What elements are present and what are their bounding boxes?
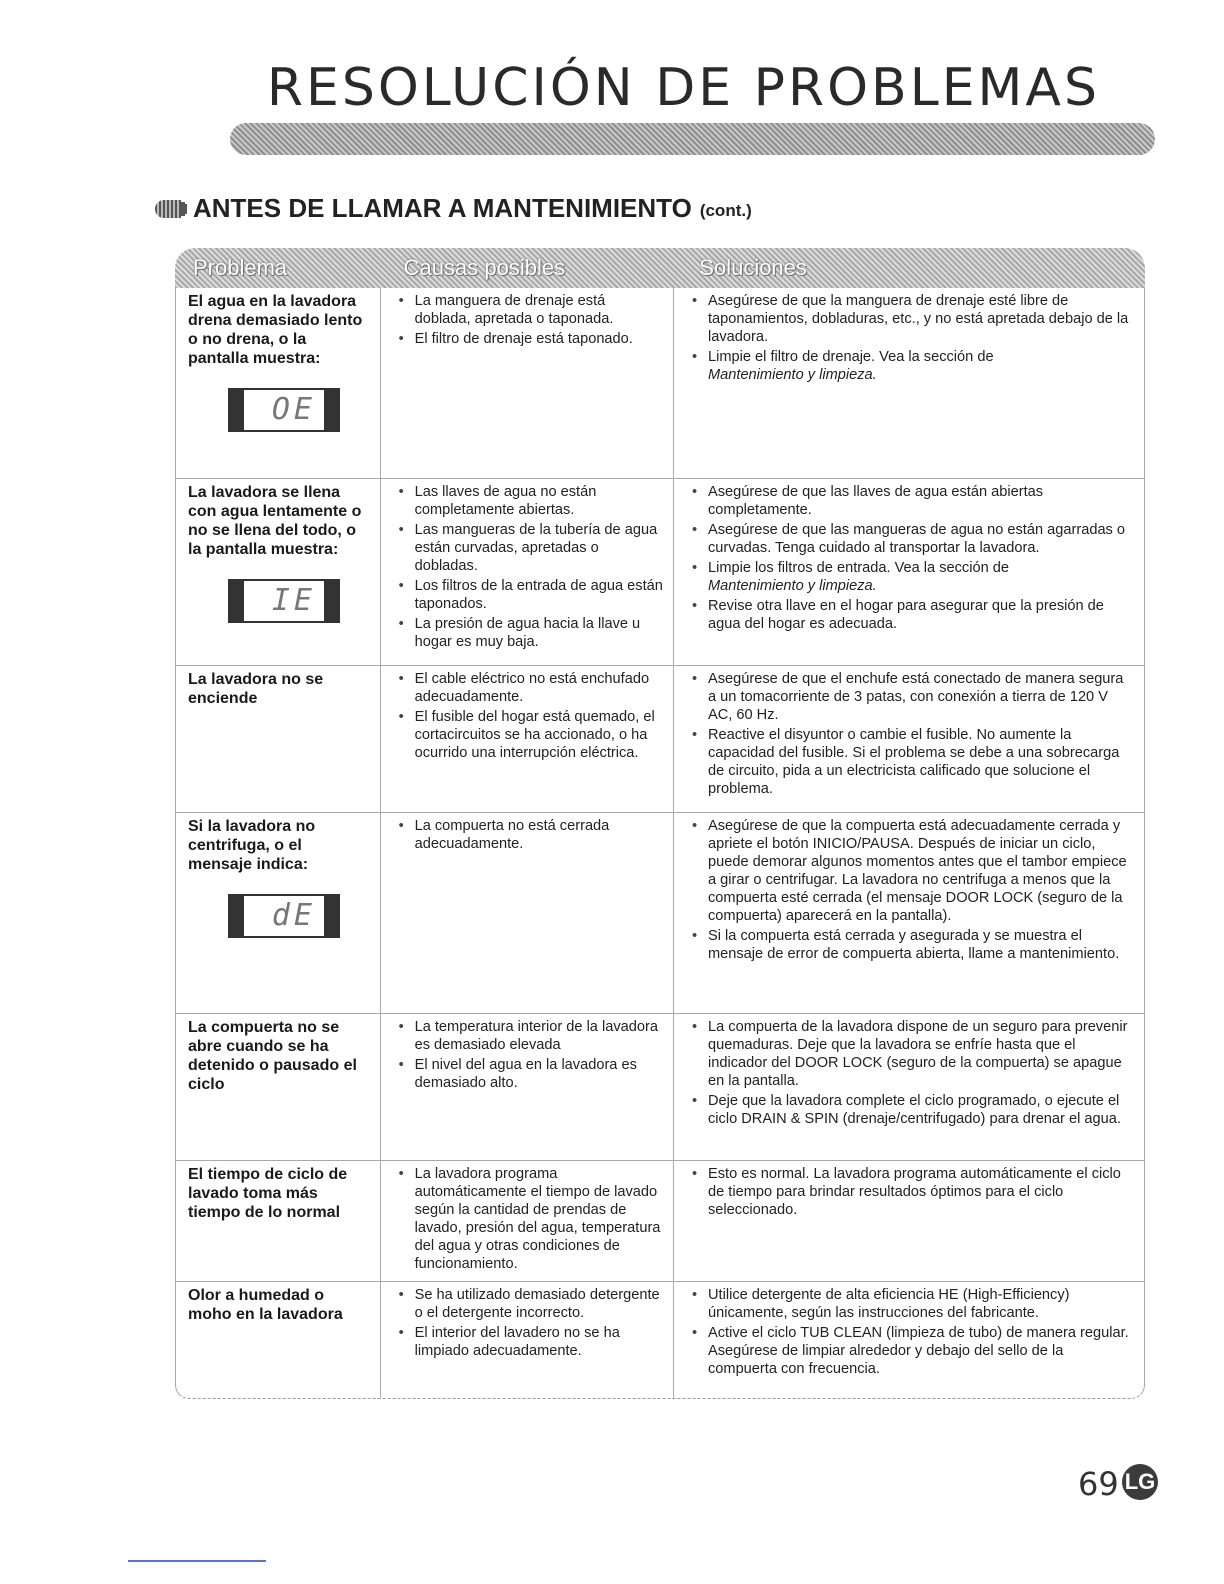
table-row (176, 812, 1144, 1013)
solution-reference: Mantenimiento y limpieza. (708, 578, 877, 594)
title-decorative-bar (230, 123, 1155, 155)
solution-item: • Asegúrese de que la manguera de drenaje esté libre de taponamientos, dobladuras, etc., y no está apretada debajo de la lavadora. (686, 292, 1134, 346)
solution-item: • La compuerta de la lavadora dispone de un seguro para prevenir quemaduras. Deje que la lavadora se enfríe hasta que el indicador del DOOR LOCK (seguro de la compuerta) se apague en la pantalla. (686, 1018, 1134, 1090)
cause-item: • Los filtros de la entrada de agua están taponados. (393, 577, 663, 613)
section-cont: (cont.) (699, 200, 752, 220)
solution-item: • Asegúrese de que las mangueras de agua no están agarradas o curvadas. Tenga cuidado al transportar la lavadora. (686, 521, 1134, 557)
table-row (176, 1281, 1144, 1398)
section-bullet-icon (155, 200, 181, 218)
causes-cell (380, 666, 673, 812)
causes-cell (380, 813, 673, 1013)
problem-text: La lavadora no se enciende (188, 671, 324, 707)
cause-item: • La lavadora programa automáticamente el tiempo de lavado según la cantidad de prendas de lavado, presión del agua, temperatura del agua y otras condiciones de funcionamiento. (393, 1165, 663, 1273)
table-row (176, 1013, 1144, 1160)
solution-item: • Asegúrese de que las llaves de agua están abiertas completamente. (686, 483, 1134, 519)
solutions-cell (673, 1014, 1144, 1160)
cause-item: • El cable eléctrico no está enchufado adecuadamente. (393, 670, 663, 706)
solution-item: • Deje que la lavadora complete el ciclo programado, o ejecute el ciclo DRAIN & SPIN (drenaje/centrifugado) para drenar el agua. (686, 1092, 1134, 1128)
header-soluciones: Soluciones (699, 255, 807, 280)
cause-item: • Las mangueras de la tubería de agua están curvadas, apretadas o dobladas. (393, 521, 663, 575)
problem-text: Si la lavadora no centrifuga, o el mensaje indica: (188, 818, 316, 873)
cause-item: • El fusible del hogar está quemado, el cortacircuitos se ha accionado, o ha ocurrido una interrupción eléctrica. (393, 708, 663, 762)
header-problema: Problema (193, 255, 288, 280)
problem-cell (176, 1014, 380, 1160)
solution-item: • Si la compuerta está cerrada y asegurada y se muestra el mensaje de error de compuerta abierta, llame a mantenimiento. (686, 927, 1134, 963)
causes-cell (380, 1014, 673, 1160)
problem-cell (176, 666, 380, 812)
error-display-icon (228, 388, 340, 432)
page-title: RESOLUCIÓN DE PROBLEMAS (266, 58, 1100, 118)
footer-divider (128, 1560, 266, 1562)
problem-cell (176, 1161, 380, 1281)
solution-item: • Asegúrese de que la compuerta está adecuadamente cerrada y apriete el botón INICIO/PAUSA. Después de iniciar un ciclo, puede demorar algunos momentos antes que el tambor empiece a girar o centrifugar. La lavadora no centrifuga a menos que la compuerta esté cerrada (el mensaje DOOR LOCK (seguro de la compuerta) aparecerá en la pantalla). (686, 817, 1134, 925)
solutions-cell (673, 666, 1144, 812)
causes-cell (380, 479, 673, 665)
solution-item (686, 559, 1134, 595)
section-title: ANTES DE LLAMAR A MANTENIMIENTO (193, 193, 692, 223)
problem-text: La lavadora se llena con agua lentamente o no se llena del todo, o la pantalla muestra: (188, 484, 362, 558)
solutions-cell (673, 813, 1144, 1013)
error-code: IE (271, 583, 316, 618)
solutions-cell (673, 1161, 1144, 1281)
cause-item: • La presión de agua hacia la llave u hogar es muy baja. (393, 615, 663, 651)
solution-text: Limpie el filtro de drenaje. Vea la sección de (708, 349, 994, 365)
solutions-cell (673, 479, 1144, 665)
section-header (155, 193, 752, 224)
error-code: dE (271, 898, 316, 933)
lg-logo-icon: LG (1122, 1464, 1158, 1500)
solution-item: • Asegúrese de que el enchufe está conectado de manera segura a un tomacorriente de 3 patas, con conexión a tierra de 120 V AC, 60 Hz. (686, 670, 1134, 724)
problem-cell (176, 288, 380, 478)
causes-cell (380, 1282, 673, 1398)
solution-item: • Utilice detergente de alta eficiencia HE (High-Efficiency) únicamente, según las instrucciones del fabricante. (686, 1286, 1134, 1322)
causes-cell (380, 288, 673, 478)
solution-item: • Revise otra llave en el hogar para asegurar que la presión de agua del hogar es adecuada. (686, 597, 1134, 633)
problem-cell (176, 479, 380, 665)
solution-reference: Mantenimiento y limpieza. (708, 367, 877, 383)
cause-item: • La temperatura interior de la lavadora es demasiado elevada (393, 1018, 663, 1054)
cause-item: • El filtro de drenaje está taponado. (393, 330, 663, 348)
solution-text: Limpie los filtros de entrada. Vea la sección de (708, 560, 1009, 576)
table-header (175, 248, 1145, 288)
table-row (176, 1160, 1144, 1281)
cause-item: • Las llaves de agua no están completamente abiertas. (393, 483, 663, 519)
cause-item: • Se ha utilizado demasiado detergente o el detergente incorrecto. (393, 1286, 663, 1322)
solutions-cell (673, 1282, 1144, 1398)
cause-item: • El interior del lavadero no se ha limpiado adecuadamente. (393, 1324, 663, 1360)
solution-item: • Esto es normal. La lavadora programa automáticamente el ciclo de tiempo para brindar resultados óptimos para el ciclo seleccionado. (686, 1165, 1134, 1219)
error-code: OE (271, 392, 316, 427)
cause-item: • La manguera de drenaje está doblada, apretada o taponada. (393, 292, 663, 328)
cause-item: • La compuerta no está cerrada adecuadamente. (393, 817, 663, 853)
problem-text: El agua en la lavadora drena demasiado lento o no drena, o la pantalla muestra: (188, 293, 363, 367)
table-row (176, 665, 1144, 812)
table-row (176, 478, 1144, 665)
problem-text: El tiempo de ciclo de lavado toma más tiempo de lo normal (188, 1166, 348, 1221)
problem-text: Olor a humedad o moho en la lavadora (188, 1287, 343, 1323)
page-number: 69 (1078, 1465, 1119, 1503)
error-display-icon (228, 579, 340, 623)
error-display-icon (228, 894, 340, 938)
problem-cell (176, 813, 380, 1013)
solutions-cell (673, 288, 1144, 478)
troubleshooting-table (175, 248, 1145, 1399)
header-causas: Causas posibles (403, 255, 566, 280)
solution-item (686, 348, 1134, 384)
problem-text: La compuerta no se abre cuando se ha detenido o pausado el ciclo (188, 1019, 357, 1093)
problem-cell (176, 1282, 380, 1398)
table-row (176, 288, 1144, 478)
solution-item: • Active el ciclo TUB CLEAN (limpieza de tubo) de manera regular. Asegúrese de limpiar alrededor y debajo del sello de la compuerta con frecuencia. (686, 1324, 1134, 1378)
solution-item: • Reactive el disyuntor o cambie el fusible. No aumente la capacidad del fusible. Si el problema se debe a una sobrecarga de circuito, pida a un electricista calificado que solucione el problema. (686, 726, 1134, 798)
cause-item: • El nivel del agua en la lavadora es demasiado alto. (393, 1056, 663, 1092)
causes-cell (380, 1161, 673, 1281)
